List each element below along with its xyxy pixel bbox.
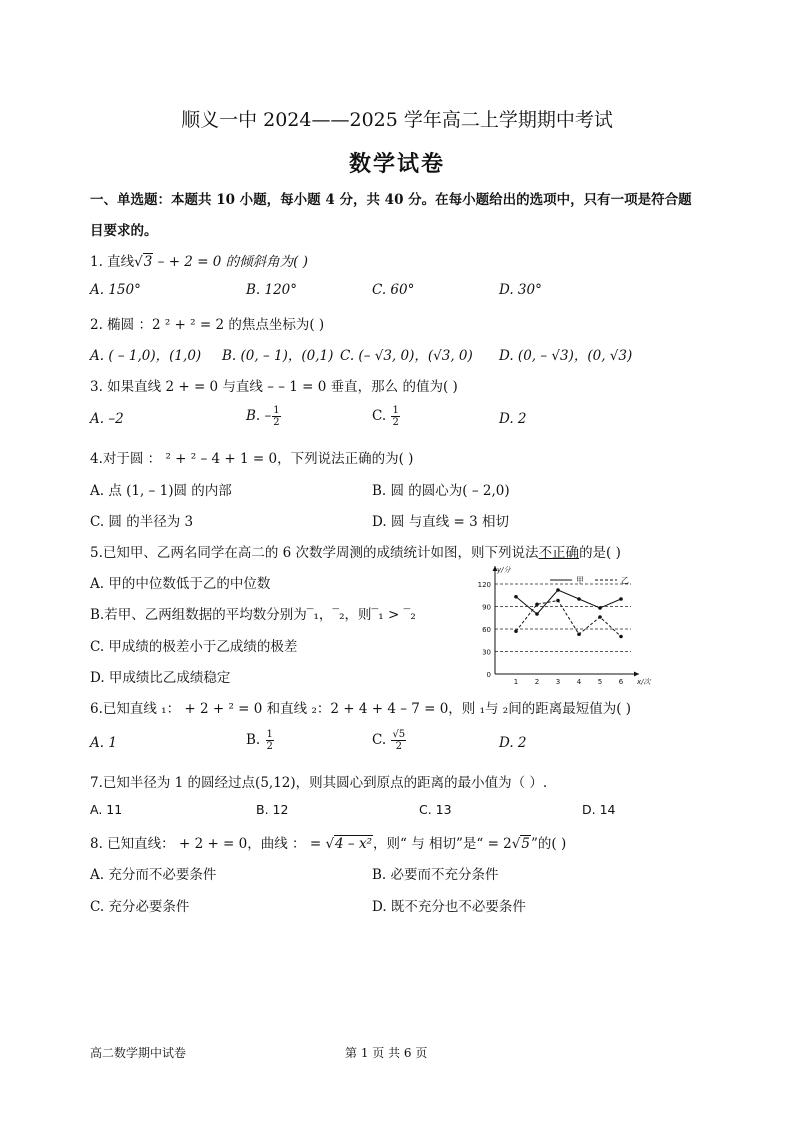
- q6-option-d[interactable]: D. 2: [499, 735, 527, 751]
- y-tick-label-30: 30: [482, 648, 491, 657]
- q2-option-a[interactable]: A. ( – 1,0)，(1,0): [90, 348, 202, 364]
- series-1-point-6: [619, 597, 623, 601]
- q3-option-c-label: C.: [372, 408, 391, 424]
- q5-stem-part-a: 5.已知甲、乙两名同学在高二的 6 次数学周测的成绩统计如图，则下列说法: [90, 545, 539, 561]
- question-2-stem: 2. 椭圆 ：2 ² + ² = 2 的焦点坐标为( ): [90, 317, 325, 333]
- q5-option-c[interactable]: C. 甲成绩的极差小于乙成绩的极差: [90, 639, 298, 655]
- q3-b-denominator: 2: [273, 417, 280, 428]
- series-2-point-1: [514, 629, 518, 633]
- series-1-point-2: [535, 612, 539, 616]
- q5-option-a[interactable]: A. 甲的中位数低于乙的中位数: [90, 576, 271, 592]
- q1-option-a[interactable]: A. 150°: [90, 282, 141, 298]
- q8-option-a[interactable]: A. 充分而不必要条件: [90, 867, 217, 883]
- q6-c-denominator: 2: [395, 741, 402, 752]
- q1-stem-part-a: 1. 直线: [90, 254, 135, 270]
- q3-option-c-fraction: [391, 405, 399, 428]
- q3-option-a[interactable]: A. –2: [90, 411, 124, 427]
- y-tick-label-0: 0: [486, 671, 491, 679]
- question-3-stem: 3. 如果直线 2 + = 0 与直线 – – 1 = 0 垂直，那么 的值为( ): [90, 379, 458, 395]
- q2-option-b[interactable]: B. (0, – 1)，(0,1): [222, 348, 334, 364]
- q6-option-b[interactable]: [246, 729, 275, 752]
- q8-stem-part-a: 8. 已知直线： + 2 + = 0，曲线 ： =: [90, 836, 326, 852]
- q7-option-a[interactable]: A. 11: [90, 802, 123, 817]
- y-tick-label-120: 120: [477, 581, 491, 589]
- x-tick-label-1: 1: [513, 678, 519, 686]
- score-line-chart: [470, 562, 670, 688]
- q8-radical-expression: 4 – x²: [335, 836, 372, 852]
- question-1-stem: [90, 250, 308, 270]
- q3-option-b-fraction: [272, 405, 280, 428]
- q7-option-c[interactable]: C. 13: [419, 802, 452, 817]
- legend-label-2: 乙: [621, 576, 629, 585]
- q8-radical-5: 5: [521, 836, 530, 852]
- series-1-point-1: [514, 595, 518, 599]
- q2-option-c[interactable]: C. (– √3, 0)，(√3, 0): [340, 348, 473, 364]
- q1-option-b[interactable]: B. 120°: [246, 282, 298, 298]
- series-2-point-4: [577, 632, 581, 636]
- q8-stem-part-c: ”的( ): [530, 836, 567, 852]
- q6-b-denominator: 2: [266, 741, 273, 752]
- section-heading-line2: 目要求的。: [90, 223, 158, 239]
- q6-option-c-label: C.: [372, 732, 391, 748]
- series-2-point-6: [619, 635, 623, 639]
- series-1-point-5: [598, 606, 602, 610]
- q2-option-d[interactable]: D. (0, – √3)，(0, √3): [499, 348, 633, 364]
- series-1-point-4: [577, 597, 581, 601]
- question-6-stem: 6.已知直线 ₁： + 2 + ² = 0 和直线 ₂：2 + 4 + 4 – 7 = 0，则 ₁与 ₂间的距离最短值为( ): [90, 701, 632, 717]
- q6-option-c[interactable]: [372, 729, 407, 752]
- chart-series: [514, 588, 623, 638]
- chart-labels: [478, 566, 652, 686]
- legend-label-1: 甲: [576, 576, 584, 585]
- q3-option-d[interactable]: D. 2: [499, 411, 527, 427]
- q3-b-numerator: 1: [273, 405, 280, 416]
- y-tick-label-90: 90: [482, 603, 491, 612]
- footer-page-number: 第 1 页 共 6 页: [345, 1046, 428, 1060]
- y-tick-label-60: 60: [482, 626, 491, 634]
- q6-option-b-label: B.: [246, 732, 265, 748]
- q6-c-numerator: √5: [392, 729, 406, 740]
- q7-option-d[interactable]: D. 14: [582, 802, 616, 817]
- q1-option-c[interactable]: C. 60°: [372, 282, 415, 298]
- q3-option-b-label: B. –: [246, 408, 272, 424]
- x-tick-label-3: 3: [555, 678, 561, 686]
- section-heading-line1: 一、单选题：本题共 10 小题，每小题 4 分，共 40 分。在每小题给出的选项中，只有一项是符合题: [90, 192, 692, 208]
- q4-option-b[interactable]: B. 圆 的圆心为( – 2,0): [372, 483, 510, 499]
- q4-option-a[interactable]: A. 点 (1, – 1)圆 的内部: [90, 483, 232, 499]
- q7-option-b[interactable]: B. 12: [256, 802, 289, 817]
- q1-option-d[interactable]: D. 30°: [499, 282, 542, 298]
- q6-option-a[interactable]: A. 1: [90, 735, 117, 751]
- q3-option-c[interactable]: [372, 405, 401, 428]
- x-axis-arrow: [634, 672, 639, 677]
- q5-stem-part-b: 的是( ): [579, 545, 621, 561]
- q6-option-c-fraction: [391, 729, 406, 752]
- chart-axes: [493, 566, 640, 677]
- q3-option-b[interactable]: [246, 405, 282, 428]
- series-2-point-2: [535, 602, 539, 606]
- question-5-stem: [90, 541, 621, 561]
- question-4-stem: 4.对于圆 ： ² + ² – 4 + 1 = 0，下列说法正确的为( ): [90, 451, 414, 467]
- x-tick-label-6: 6: [618, 678, 624, 686]
- series-2-point-5: [598, 615, 602, 619]
- y-axis-label: y/分: [497, 566, 511, 574]
- q6-option-b-fraction: [266, 729, 274, 752]
- series-2-point-3: [556, 599, 560, 603]
- chart-grid: [495, 584, 631, 652]
- x-tick-label-2: 2: [534, 678, 540, 686]
- question-7-stem: 7.已知半径为 1 的圆经过点(5,12)，则其圆心到原点的距离的最小值为（ ）.: [90, 775, 548, 791]
- q8-option-d[interactable]: D. 既不充分也不必要条件: [372, 899, 526, 915]
- q3-c-numerator: 1: [392, 405, 399, 416]
- x-tick-label-5: 5: [597, 678, 603, 686]
- q8-option-b[interactable]: B. 必要而不充分条件: [372, 867, 499, 883]
- q3-c-denominator: 2: [392, 417, 399, 428]
- x-tick-label-4: 4: [576, 678, 582, 686]
- q1-stem-part-b: – + 2 = 0 的倾斜角为( ): [153, 254, 308, 270]
- series-1-point-3: [556, 588, 560, 592]
- q1-sqrt3: √3: [134, 254, 153, 270]
- exam-subtitle: 数学试卷: [348, 151, 445, 177]
- x-axis-label: x/次: [637, 678, 651, 686]
- question-8-stem: 8. 已知直线： + 2 + = 0，曲线 ： = √4 – x²，则“ 与 相切”是“ = 2√5”的( ): [90, 836, 567, 852]
- q4-option-c[interactable]: C. 圆 的半径为 3: [90, 514, 194, 530]
- footer-left: 高二数学期中试卷: [90, 1046, 187, 1060]
- q4-option-d[interactable]: D. 圆 与直线 = 3 相切: [372, 514, 509, 530]
- q8-stem-part-b: ，则“ 与 相切”是“ = 2: [373, 836, 512, 852]
- q8-option-c[interactable]: C. 充分必要条件: [90, 899, 190, 915]
- q5-stem-underlined: 不正确: [538, 545, 580, 561]
- q6-b-numerator: 1: [266, 729, 273, 740]
- q5-option-d[interactable]: D. 甲成绩比乙成绩稳定: [90, 670, 231, 686]
- q5-option-b[interactable]: B.若甲、乙两组数据的平均数分别为‾₁，‾₂，则‾₁ > ‾₂: [90, 607, 416, 623]
- exam-title: 顺义一中 2024——2025 学年高二上学期期中考试: [181, 109, 613, 131]
